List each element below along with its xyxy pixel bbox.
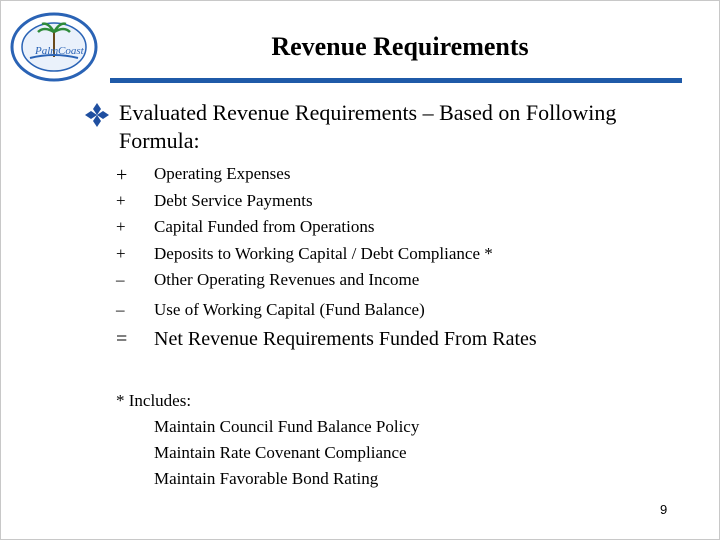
svg-text:Palm: Palm — [35, 45, 59, 57]
formula-operator: – — [116, 300, 125, 319]
bullet-text — [119, 99, 679, 155]
bullet-line-1: Evaluated Revenue Requirements – Based on Following — [119, 100, 617, 125]
formula-term: Operating Expenses — [154, 164, 291, 183]
city-seal-logo — [10, 12, 98, 82]
formula-operator: – — [116, 270, 125, 289]
formula-operator: = — [116, 328, 128, 350]
footnote-item: Maintain Favorable Bond Rating — [154, 469, 379, 488]
formula-term: Use of Working Capital (Fund Balance) — [154, 300, 425, 319]
formula-result: Net Revenue Requirements Funded From Rates — [154, 328, 537, 350]
formula-term: Debt Service Payments — [154, 191, 313, 210]
slide-title: Revenue Requirements — [271, 32, 529, 61]
page-number: 9 — [660, 502, 668, 517]
formula-operator: + — [116, 164, 128, 186]
formula-operator: + — [116, 191, 126, 210]
footnote-item: Maintain Council Fund Balance Policy — [154, 417, 420, 436]
diamond-bullet-icon — [82, 100, 112, 130]
title-rule — [110, 78, 682, 83]
formula-term: Capital Funded from Operations — [154, 217, 375, 236]
formula-term: Deposits to Working Capital / Debt Compliance * — [154, 244, 493, 263]
svg-text:Coast: Coast — [58, 45, 84, 57]
footnote-heading: * Includes: — [116, 391, 192, 410]
footnote-item: Maintain Rate Covenant Compliance — [154, 443, 407, 462]
formula-term: Other Operating Revenues and Income — [154, 270, 420, 289]
formula-operator: + — [116, 244, 126, 263]
formula-operator: + — [116, 217, 126, 236]
bullet-line-2: Formula: — [119, 128, 200, 153]
footnote — [116, 388, 419, 492]
